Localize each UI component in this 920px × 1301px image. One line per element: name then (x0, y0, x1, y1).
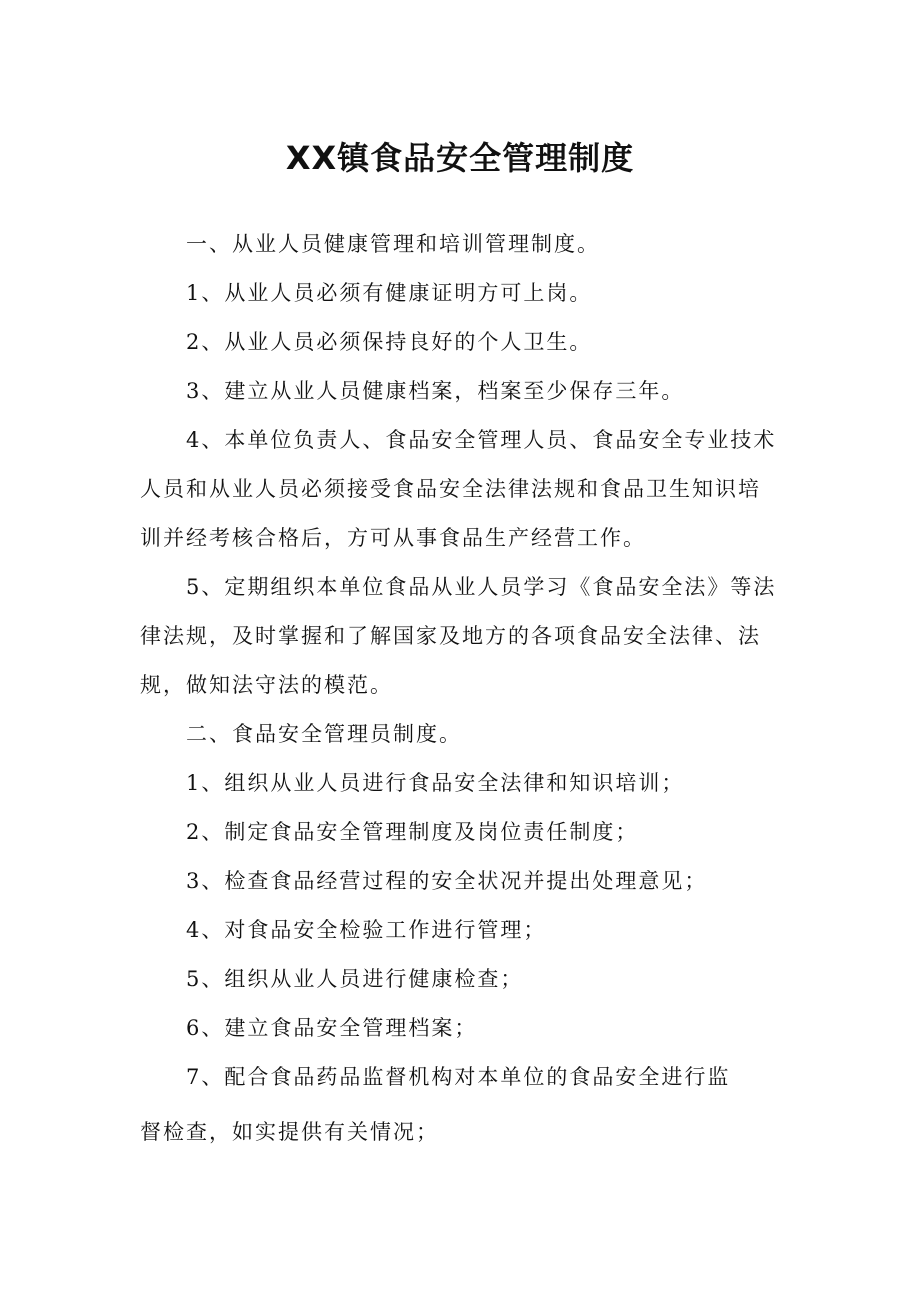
paragraph: 1、从业人员必须有健康证明方可上岗。 (186, 281, 593, 305)
paragraph: 5、定期组织本单位食品从业人员学习《食品安全法》等法 (186, 575, 777, 599)
paragraph: 3、建立从业人员健康档案，档案至少保存三年。 (186, 379, 685, 403)
paragraph: 3、检查食品经营过程的安全状况并提出处理意见； (186, 869, 708, 893)
paragraph: 7、配合食品药品监督机构对本单位的食品安全进行监 (186, 1065, 731, 1089)
paragraph-continuation: 人员和从业人员必须接受食品安全法律法规和食品卫生知识培 (140, 477, 761, 501)
paragraph: 6、建立食品安全管理档案； (186, 1016, 478, 1040)
paragraph-continuation: 督检查，如实提供有关情况； (140, 1120, 439, 1144)
section-heading-1: 一、从业人员健康管理和培训管理制度。 (186, 232, 600, 256)
paragraph: 2、制定食品安全管理制度及岗位责任制度； (186, 820, 639, 844)
document-body (140, 220, 780, 1157)
paragraph: 4、对食品安全检验工作进行管理； (186, 918, 547, 942)
paragraph-continuation: 规，做知法守法的模范。 (140, 673, 393, 697)
paragraph: 1、组织从业人员进行食品安全法律和知识培训； (186, 771, 685, 795)
section-heading-2: 二、食品安全管理员制度。 (186, 722, 462, 746)
paragraph-continuation: 训并经考核合格后，方可从事食品生产经营工作。 (140, 526, 646, 550)
paragraph: 2、从业人员必须保持良好的个人卫生。 (186, 330, 593, 354)
paragraph: 5、组织从业人员进行健康检查； (186, 967, 524, 991)
paragraph-continuation: 律法规，及时掌握和了解国家及地方的各项食品安全法律、法 (140, 624, 761, 648)
document-title: XX镇食品安全管理制度 (285, 139, 635, 177)
paragraph: 4、本单位负责人、食品安全管理人员、食品安全专业技术 (186, 428, 777, 452)
